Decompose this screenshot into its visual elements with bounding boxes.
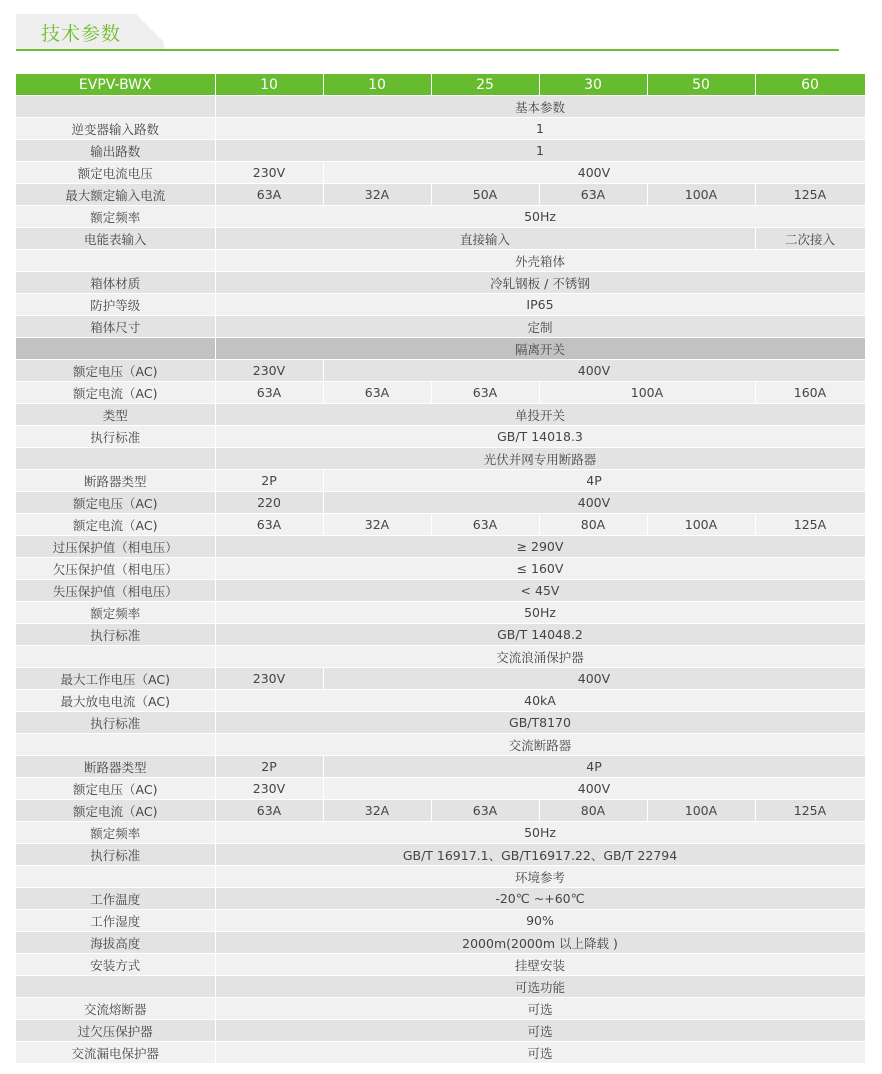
value-cell: -20℃ ~+60℃ — [215, 888, 865, 910]
value-cell: 63A — [431, 514, 539, 536]
table-row — [16, 206, 865, 228]
table-header-row — [16, 74, 865, 96]
value-cell: 4P — [323, 756, 865, 778]
value-cell: 230V — [215, 360, 323, 382]
row-label-cell: 最大工作电压（AC) — [16, 668, 215, 690]
value-cell: 直接输入 — [215, 228, 755, 250]
row-label-cell: 执行标准 — [16, 844, 215, 866]
value-cell: 125A — [755, 800, 865, 822]
value-cell: 63A — [539, 184, 647, 206]
value-cell: 100A — [539, 382, 755, 404]
row-label-cell: 过压保护值（相电压） — [16, 536, 215, 558]
value-cell: 90% — [215, 910, 865, 932]
value-cell: 2P — [215, 470, 323, 492]
row-label-cell: 输出路数 — [16, 140, 215, 162]
value-cell: 50Hz — [215, 206, 865, 228]
section-title-cell: 交流浪涌保护器 — [215, 646, 865, 668]
table-row — [16, 844, 865, 866]
value-cell: 80A — [539, 800, 647, 822]
table-row — [16, 294, 865, 316]
row-label-cell: 断路器类型 — [16, 756, 215, 778]
value-cell: 40kA — [215, 690, 865, 712]
table-row — [16, 932, 865, 954]
value-cell: 400V — [323, 492, 865, 514]
row-label-cell: 额定电压（AC) — [16, 778, 215, 800]
table-row — [16, 228, 865, 250]
table-row — [16, 668, 865, 690]
table-row — [16, 712, 865, 734]
header-cell: 60 — [755, 74, 865, 96]
row-label-cell: 额定电流（AC) — [16, 382, 215, 404]
table-row — [16, 536, 865, 558]
row-label-cell: 额定电压（AC) — [16, 360, 215, 382]
row-label-cell — [16, 976, 215, 998]
row-label-cell — [16, 866, 215, 888]
value-cell: 4P — [323, 470, 865, 492]
table-row — [16, 470, 865, 492]
section-title-cell: 环境参考 — [215, 866, 865, 888]
value-cell: 二次接入 — [755, 228, 865, 250]
table-row — [16, 954, 865, 976]
row-label-cell: 执行标准 — [16, 426, 215, 448]
value-cell: 63A — [215, 382, 323, 404]
table-row — [16, 580, 865, 602]
row-label-cell: 最大放电电流（AC) — [16, 690, 215, 712]
section-title-cell: 基本参数 — [215, 96, 865, 118]
row-label-cell: 额定频率 — [16, 822, 215, 844]
value-cell: 可选 — [215, 1020, 865, 1042]
section-row — [16, 96, 865, 118]
value-cell: 50Hz — [215, 822, 865, 844]
table-row — [16, 690, 865, 712]
header-cell: 25 — [431, 74, 539, 96]
row-label-cell: 交流熔断器 — [16, 998, 215, 1020]
row-label-cell: 过欠压保护器 — [16, 1020, 215, 1042]
value-cell: 50Hz — [215, 602, 865, 624]
value-cell: 230V — [215, 162, 323, 184]
table-row — [16, 492, 865, 514]
row-label-cell: 执行标准 — [16, 624, 215, 646]
table-row — [16, 118, 865, 140]
value-cell: 230V — [215, 778, 323, 800]
value-cell: GB/T 16917.1、GB/T16917.22、GB/T 22794 — [215, 844, 865, 866]
value-cell: 63A — [323, 382, 431, 404]
row-label-cell: 箱体材质 — [16, 272, 215, 294]
row-label-cell: 箱体尺寸 — [16, 316, 215, 338]
section-row — [16, 866, 865, 888]
value-cell: 80A — [539, 514, 647, 536]
value-cell: 可选 — [215, 1042, 865, 1064]
row-label-cell — [16, 646, 215, 668]
section-title-cell: 交流断路器 — [215, 734, 865, 756]
value-cell: 63A — [215, 184, 323, 206]
value-cell: 100A — [647, 184, 755, 206]
table-row — [16, 998, 865, 1020]
value-cell: 100A — [647, 514, 755, 536]
row-label-cell: 防护等级 — [16, 294, 215, 316]
table-row — [16, 800, 865, 822]
row-label-cell: 交流漏电保护器 — [16, 1042, 215, 1064]
value-cell: 160A — [755, 382, 865, 404]
table-row — [16, 184, 865, 206]
row-label-cell — [16, 338, 215, 360]
value-cell: 125A — [755, 514, 865, 536]
table-row — [16, 756, 865, 778]
section-row — [16, 646, 865, 668]
row-label-cell: 欠压保护值（相电压） — [16, 558, 215, 580]
row-label-cell: 海拔高度 — [16, 932, 215, 954]
table-row — [16, 272, 865, 294]
row-label-cell: 额定电压（AC) — [16, 492, 215, 514]
row-label-cell: 类型 — [16, 404, 215, 426]
row-label-cell: 额定电流电压 — [16, 162, 215, 184]
value-cell: 32A — [323, 514, 431, 536]
row-label-cell: 工作湿度 — [16, 910, 215, 932]
value-cell: 32A — [323, 184, 431, 206]
header-cell: 10 — [215, 74, 323, 96]
table-row — [16, 822, 865, 844]
value-cell: 125A — [755, 184, 865, 206]
value-cell: 单投开关 — [215, 404, 865, 426]
title-underline — [16, 49, 839, 51]
value-cell: 100A — [647, 800, 755, 822]
value-cell: 1 — [215, 118, 865, 140]
section-row — [16, 448, 865, 470]
row-label-cell: 额定频率 — [16, 206, 215, 228]
header-cell: 30 — [539, 74, 647, 96]
spec-table — [16, 74, 866, 1064]
row-label-cell: 执行标准 — [16, 712, 215, 734]
table-row — [16, 426, 865, 448]
row-label-cell — [16, 448, 215, 470]
table-row — [16, 910, 865, 932]
value-cell: 可选 — [215, 998, 865, 1020]
value-cell: < 45V — [215, 580, 865, 602]
table-row — [16, 1020, 865, 1042]
row-label-cell: 断路器类型 — [16, 470, 215, 492]
value-cell: IP65 — [215, 294, 865, 316]
section-row — [16, 250, 865, 272]
row-label-cell: 逆变器输入路数 — [16, 118, 215, 140]
value-cell: 63A — [431, 382, 539, 404]
section-title-cell: 光伏并网专用断路器 — [215, 448, 865, 470]
table-row — [16, 1042, 865, 1064]
value-cell: 63A — [215, 800, 323, 822]
value-cell: 挂壁安装 — [215, 954, 865, 976]
section-row — [16, 338, 865, 360]
section-header — [16, 14, 839, 52]
value-cell: 400V — [323, 668, 865, 690]
row-label-cell: 工作温度 — [16, 888, 215, 910]
value-cell: 2000m(2000m 以上降载 ) — [215, 932, 865, 954]
value-cell: 50A — [431, 184, 539, 206]
table-row — [16, 316, 865, 338]
table-row — [16, 140, 865, 162]
table-row — [16, 558, 865, 580]
row-label-cell: 电能表输入 — [16, 228, 215, 250]
row-label-cell — [16, 250, 215, 272]
value-cell: 63A — [215, 514, 323, 536]
section-title: 技术参数 — [41, 23, 122, 45]
value-cell: 220 — [215, 492, 323, 514]
value-cell: 32A — [323, 800, 431, 822]
table-row — [16, 888, 865, 910]
row-label-cell: 额定电流（AC) — [16, 800, 215, 822]
row-label-cell: 安装方式 — [16, 954, 215, 976]
value-cell: GB/T 14048.2 — [215, 624, 865, 646]
table-row — [16, 778, 865, 800]
row-label-cell: 额定频率 — [16, 602, 215, 624]
value-cell: 230V — [215, 668, 323, 690]
value-cell: GB/T 14018.3 — [215, 426, 865, 448]
table-row — [16, 514, 865, 536]
row-label-cell: 失压保护值（相电压） — [16, 580, 215, 602]
row-label-cell — [16, 734, 215, 756]
value-cell: ≥ 290V — [215, 536, 865, 558]
value-cell: 定制 — [215, 316, 865, 338]
value-cell: 1 — [215, 140, 865, 162]
table-row — [16, 624, 865, 646]
value-cell: 400V — [323, 778, 865, 800]
table-row — [16, 360, 865, 382]
spec-table-body — [16, 74, 865, 1064]
header-model: EVPV-BWX — [16, 74, 215, 96]
header-cell: 50 — [647, 74, 755, 96]
table-row — [16, 162, 865, 184]
section-title-cell: 隔离开关 — [215, 338, 865, 360]
row-label-cell: 额定电流（AC) — [16, 514, 215, 536]
header-cell: 10 — [323, 74, 431, 96]
value-cell: 2P — [215, 756, 323, 778]
value-cell: 400V — [323, 360, 865, 382]
row-label-cell — [16, 96, 215, 118]
value-cell: 400V — [323, 162, 865, 184]
row-label-cell: 最大额定输入电流 — [16, 184, 215, 206]
table-row — [16, 404, 865, 426]
section-row — [16, 976, 865, 998]
value-cell: 冷轧钢板 / 不锈钢 — [215, 272, 865, 294]
table-row — [16, 382, 865, 404]
value-cell: ≤ 160V — [215, 558, 865, 580]
section-title-cell: 外壳箱体 — [215, 250, 865, 272]
value-cell: GB/T8170 — [215, 712, 865, 734]
value-cell: 63A — [431, 800, 539, 822]
section-row — [16, 734, 865, 756]
section-title-cell: 可选功能 — [215, 976, 865, 998]
table-row — [16, 602, 865, 624]
